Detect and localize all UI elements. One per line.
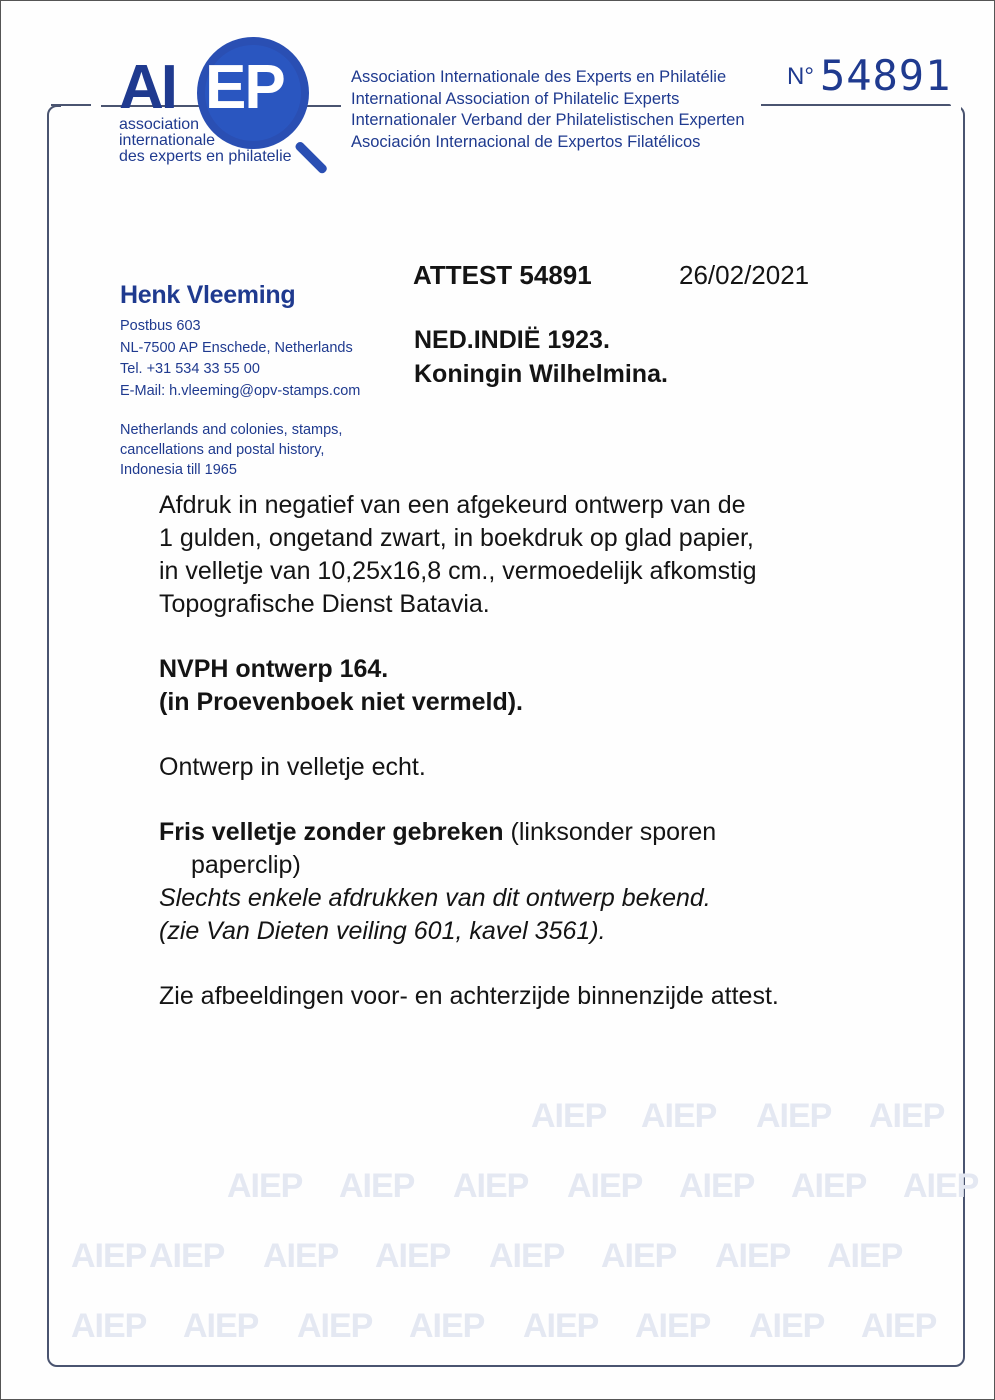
watermark-logo: AIEP	[827, 1237, 903, 1275]
logo-ep-text: EP	[205, 53, 284, 122]
condition-paragraph	[159, 816, 919, 882]
body-line: Afdruk in negatief van een afgekeurd ontwerp van de	[159, 491, 746, 519]
association-names	[351, 67, 745, 153]
watermark-logo: AIEP	[375, 1237, 451, 1275]
attest-subject	[414, 323, 668, 391]
frame-segment	[51, 104, 91, 106]
watermark-logo: AIEP	[635, 1307, 711, 1345]
watermark-logo: AIEP	[641, 1097, 717, 1135]
association-name-fr: Association Internationale des Experts en Philatélie	[351, 68, 727, 86]
specialty-line: Netherlands and colonies, stamps,	[120, 422, 343, 438]
watermark-logo: AIEP	[71, 1307, 147, 1345]
certificate-number-value: 54891	[819, 51, 952, 100]
watermark-logo: AIEP	[601, 1237, 677, 1275]
watermark-logo: AIEP	[409, 1307, 485, 1345]
condition-bold: Fris velletje zonder gebreken	[159, 818, 504, 846]
aiep-logo	[113, 31, 333, 181]
description-paragraph	[159, 489, 919, 621]
watermark-logo: AIEP	[339, 1167, 415, 1205]
watermark-logo: AIEP	[756, 1097, 832, 1135]
watermark-logo: AIEP	[567, 1167, 643, 1205]
body-line: Topografische Dienst Batavia.	[159, 590, 490, 618]
watermark-logo: AIEP	[903, 1167, 979, 1205]
specialty-line: cancellations and postal history,	[120, 442, 325, 458]
address-line: NL-7500 AP Enschede, Netherlands	[120, 339, 353, 356]
watermark-logo: AIEP	[183, 1307, 259, 1345]
condition-note: (linksonder sporen	[503, 818, 717, 846]
certificate-number	[787, 51, 951, 100]
subject-line: Koningin Wilhelmina.	[414, 360, 668, 388]
watermark-logo: AIEP	[749, 1307, 825, 1345]
watermark-logo: AIEP	[869, 1097, 945, 1135]
body-line: 1 gulden, ongetand zwart, in boekdruk op glad papier,	[159, 524, 754, 552]
logo-subtitle	[119, 117, 319, 165]
specialty-line: Indonesia till 1965	[120, 462, 237, 478]
phone-line: Tel. +31 534 33 55 00	[120, 361, 260, 377]
watermark-logo: AIEP	[523, 1307, 599, 1345]
certificate-number-label: N°	[787, 63, 814, 90]
email-line: E-Mail: h.vleeming@opv-stamps.com	[120, 382, 361, 399]
logo-subtitle-line: internationale	[119, 132, 216, 149]
expert-contact	[120, 281, 360, 480]
watermark-logo: AIEP	[263, 1237, 339, 1275]
watermark-logo: AIEP	[531, 1097, 607, 1135]
body-line: (zie Van Dieten veiling 601, kavel 3561).	[159, 917, 606, 945]
watermark-logo: AIEP	[791, 1167, 867, 1205]
association-name-en: International Association of Philatelic Experts	[351, 89, 680, 108]
watermark-logo: AIEP	[227, 1167, 303, 1205]
address-line: Postbus 603	[120, 318, 201, 334]
attest-date: 26/02/2021	[679, 260, 810, 290]
watermark-logo: AIEP	[453, 1167, 529, 1205]
logo-ai-text: AI	[119, 53, 175, 122]
watermark-logo: AIEP	[679, 1167, 755, 1205]
body-line: NVPH ontwerp 164.	[159, 655, 389, 683]
watermark-logo: AIEP	[715, 1237, 791, 1275]
body-line: Slechts enkele afdrukken van dit ontwerp bekend.	[159, 884, 711, 912]
watermark-logo: AIEP	[489, 1237, 565, 1275]
attest-title: ATTEST 54891	[413, 260, 592, 290]
subject-line: NED.INDIË 1923.	[414, 326, 610, 354]
watermark-logo: AIEP	[861, 1307, 937, 1345]
catalogue-paragraph	[159, 653, 919, 719]
condition-note-line2: paperclip)	[191, 851, 301, 879]
expert-name: Henk Vleeming	[120, 281, 296, 309]
verdict-paragraph: Ontwerp in velletje echt.	[159, 753, 426, 781]
watermark-logo: AIEP	[297, 1307, 373, 1345]
logo-subtitle-line: des experts en philatelie	[119, 148, 292, 165]
watermark-logo: AIEP	[71, 1237, 147, 1275]
rarity-paragraph	[159, 882, 919, 948]
attest-header	[413, 259, 810, 291]
body-line: in velletje van 10,25x16,8 cm., vermoedelijk afkomstig	[159, 557, 757, 585]
expert-specialty	[120, 420, 360, 480]
images-note: Zie afbeeldingen voor- en achterzijde binnenzijde attest.	[159, 982, 779, 1010]
body-line: (in Proevenboek niet vermeld).	[159, 688, 523, 716]
frame-segment	[761, 104, 951, 106]
watermark-logo: AIEP	[149, 1237, 225, 1275]
logo-subtitle-line: association	[119, 116, 200, 133]
association-name-es: Asociación Internacional de Expertos Filatélicos	[351, 132, 701, 151]
attest-body	[159, 489, 919, 1013]
association-name-de: Internationaler Verband der Philatelistischen Experten	[351, 111, 745, 129]
